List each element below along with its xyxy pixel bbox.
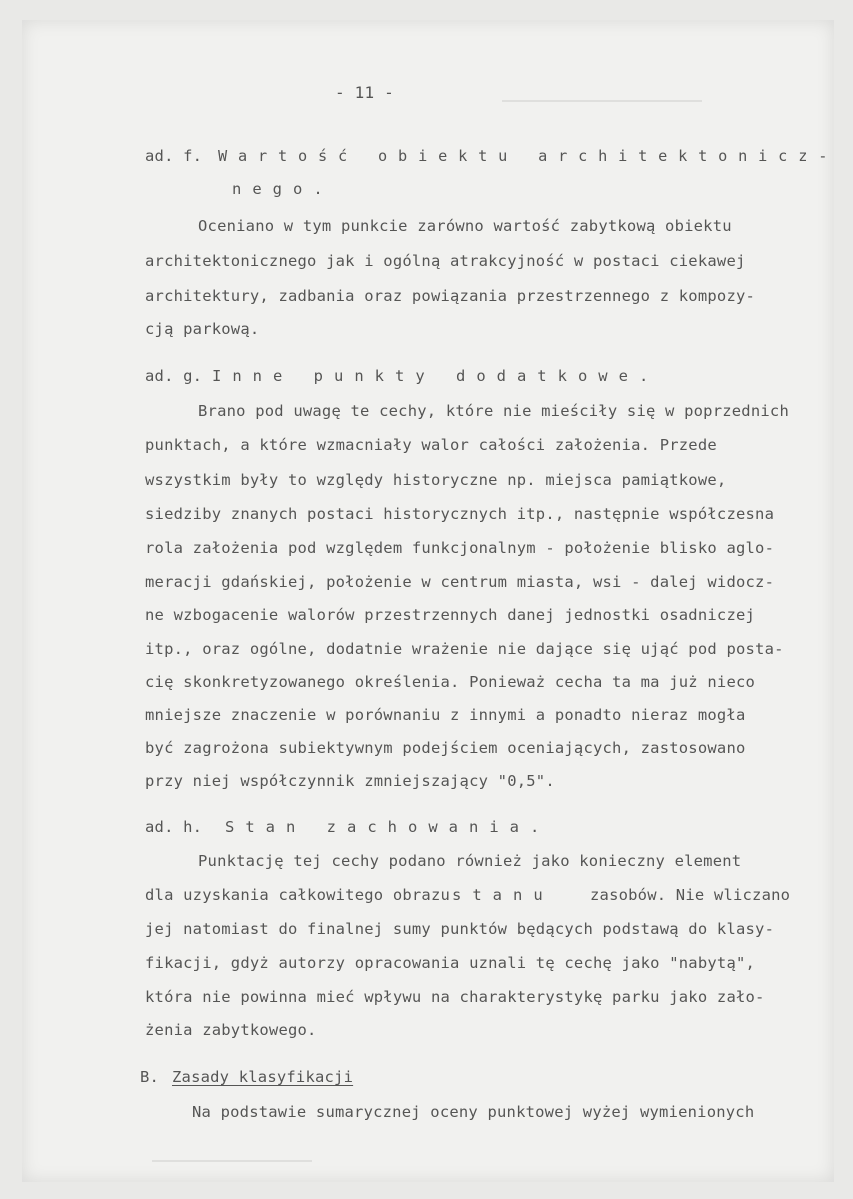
section-f-line: architektury, zadbania oraz powiązania przestrzennego z kompozy- bbox=[145, 287, 756, 305]
section-f-label: ad. f. bbox=[145, 147, 203, 165]
section-g-line: być zagrożona subiektywnym podejściem oceniających, zastosowano bbox=[145, 739, 746, 757]
section-g-line: rola założenia pod względem funkcjonalnym - położenie blisko aglo- bbox=[145, 539, 775, 557]
section-f-line: cją parkową. bbox=[145, 320, 260, 338]
section-f-heading-cont: nego. bbox=[232, 180, 334, 198]
section-h-line-tail: zasobów. Nie wliczano bbox=[590, 886, 791, 904]
section-h-line: fikacji, gdyż autorzy opracowania uznali tę cechę jako "nabytą", bbox=[145, 954, 756, 972]
section-f-heading: Wartość obiektu architektonicz- bbox=[218, 147, 839, 165]
section-g-line: Brano pod uwagę te cechy, które nie mieściły się w poprzednich bbox=[198, 402, 789, 420]
section-h-line: jej natomiast do finalnej sumy punktów będących podstawą do klasy- bbox=[145, 920, 775, 938]
section-h-spaced-word: stanu bbox=[452, 886, 554, 904]
section-h-line: dla uzyskania całkowitego obrazu bbox=[145, 886, 451, 904]
section-g-line: mniejsze znaczenie w porównaniu z innymi a ponadto nieraz mogła bbox=[145, 706, 746, 724]
section-g-line: ne wzbogacenie walorów przestrzennych danej jednostki osadniczej bbox=[145, 606, 756, 624]
section-g-label: ad. g. bbox=[145, 367, 203, 385]
section-h-heading: Stan zachowania. bbox=[225, 818, 551, 836]
section-g-line: punktach, a które wzmacniały walor całości założenia. Przede bbox=[145, 436, 717, 454]
section-g-line: meracji gdańskiej, położenie w centrum miasta, wsi - dalej widocz- bbox=[145, 573, 775, 591]
section-g-line: cię skonkretyzowanego określenia. Ponieważ cecha ta ma już nieco bbox=[145, 673, 756, 691]
section-b-line: Na podstawie sumarycznej oceny punktowej wyżej wymienionych bbox=[192, 1103, 755, 1121]
section-f-line: architektonicznego jak i ogólną atrakcyjność w postaci ciekawej bbox=[145, 252, 746, 270]
page-number: - 11 - bbox=[335, 83, 394, 102]
section-h-line: Punktację tej cechy podano również jako konieczny element bbox=[198, 852, 742, 870]
section-h-line: która nie powinna mieć wpływu na charakterystykę parku jako zało- bbox=[145, 988, 765, 1006]
section-b-heading: Zasady klasyfikacji bbox=[172, 1068, 354, 1086]
section-b-label: B. bbox=[140, 1068, 160, 1086]
section-g-line: wszystkim były to względy historyczne np. miejsca pamiątkowe, bbox=[145, 471, 727, 489]
section-g-line: itp., oraz ogólne, dodatnie wrażenie nie dające się ująć pod posta- bbox=[145, 640, 784, 658]
section-h-label: ad. h. bbox=[145, 818, 203, 836]
section-g-line: przy niej współczynnik zmniejszający "0,5". bbox=[145, 772, 555, 790]
scan-artifact bbox=[152, 1160, 312, 1162]
section-f-line: Oceniano w tym punkcie zarówno wartość zabytkową obiektu bbox=[198, 217, 732, 235]
section-g-heading: Inne punkty dodatkowe. bbox=[212, 367, 660, 385]
scan-artifact bbox=[502, 100, 702, 102]
document-page bbox=[22, 20, 834, 1182]
section-g-line: siedziby znanych postaci historycznych itp., następnie współczesna bbox=[145, 505, 775, 523]
section-h-line: żenia zabytkowego. bbox=[145, 1021, 317, 1039]
